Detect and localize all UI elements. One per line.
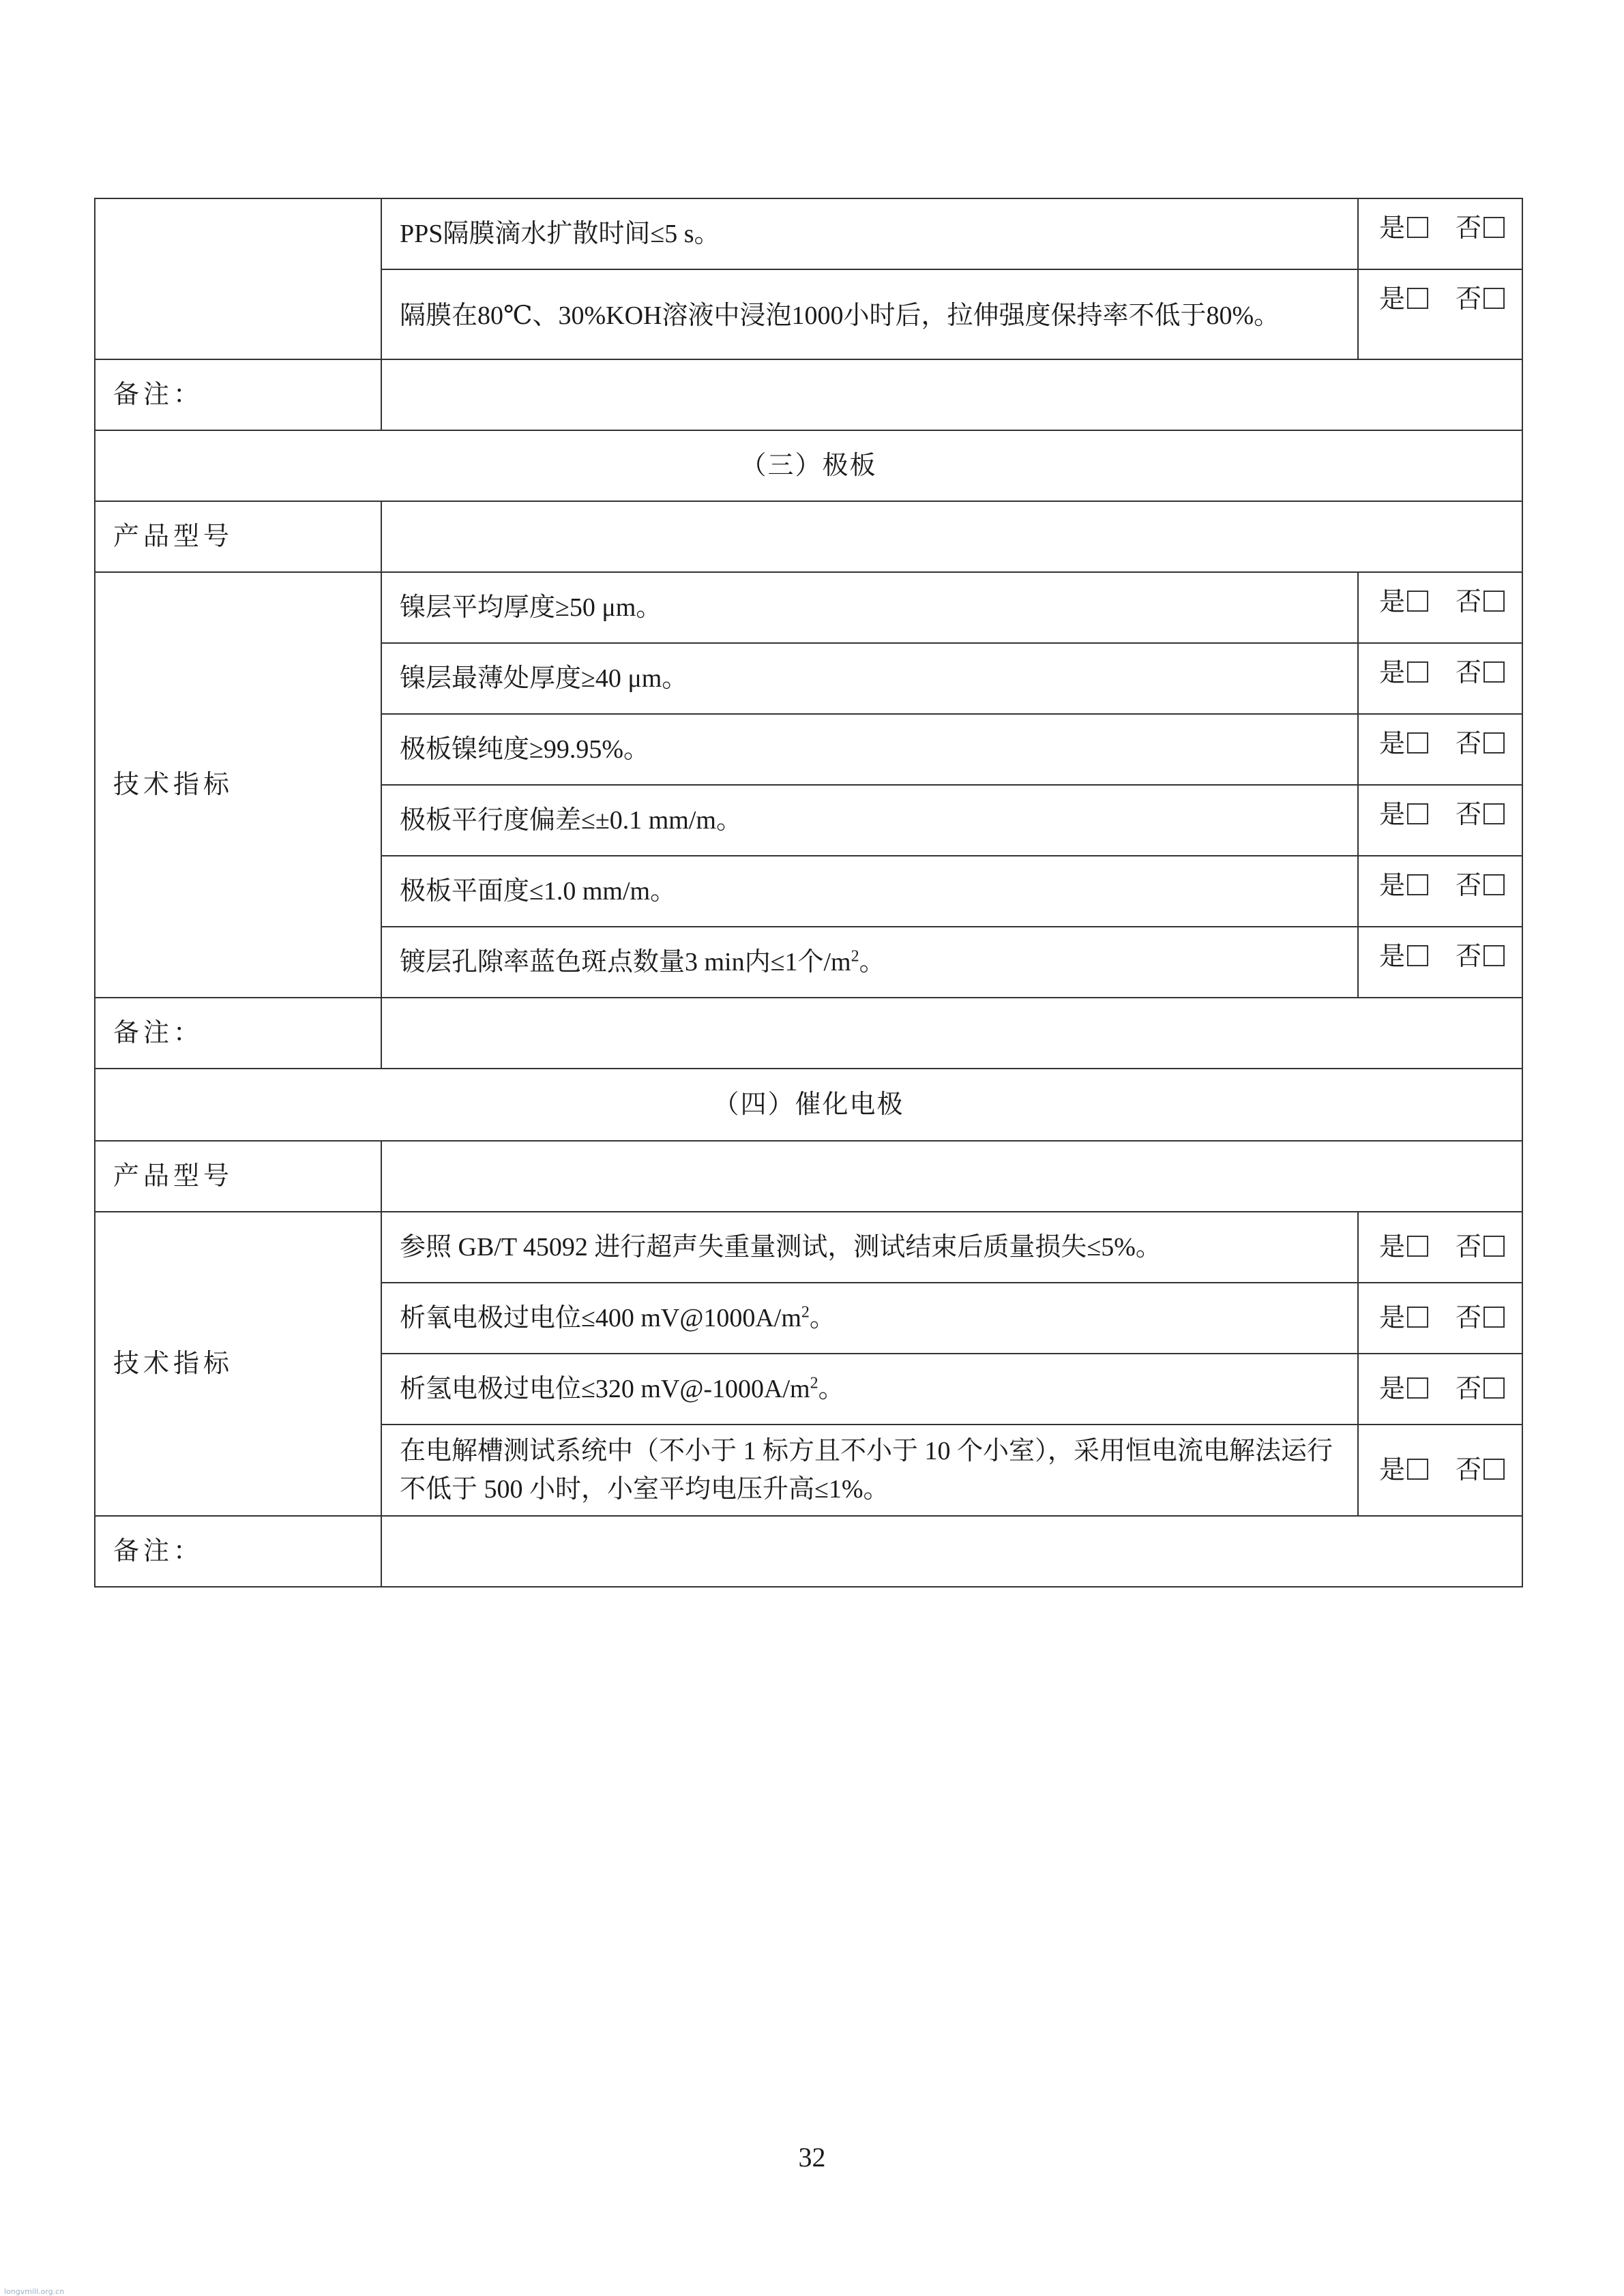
remark-label: 备注： bbox=[95, 359, 381, 430]
yes-label: 是 bbox=[1379, 1233, 1406, 1262]
yes-checkbox[interactable] bbox=[1407, 1377, 1428, 1399]
yes-no-checkboxes bbox=[1358, 1212, 1522, 1283]
section-title: （四）催化电极 bbox=[95, 1069, 1522, 1141]
yes-checkbox[interactable] bbox=[1407, 945, 1428, 966]
spec-text: PPS隔膜滴水扩散时间≤5 s。 bbox=[381, 198, 1358, 269]
footer-watermark: longvmill.org.cn bbox=[4, 2287, 65, 2296]
spec-text-main: 析氧电极过电位≤400 mV@1000A/m bbox=[400, 1304, 801, 1332]
superscript: 2 bbox=[810, 1374, 818, 1392]
yes-checkbox[interactable] bbox=[1407, 1307, 1428, 1328]
spec-text-main: 析氢电极过电位≤320 mV@-1000A/m bbox=[400, 1375, 810, 1403]
spec-text: 隔膜在80℃、30%KOH溶液中浸泡1000小时后，拉伸强度保持率不低于80%。 bbox=[381, 269, 1358, 359]
tech-spec-label: 技术指标 bbox=[95, 1212, 381, 1516]
yes-label: 是 bbox=[1379, 214, 1406, 243]
no-label: 否 bbox=[1456, 942, 1482, 971]
superscript: 2 bbox=[851, 947, 859, 966]
yes-checkbox[interactable] bbox=[1407, 803, 1428, 824]
no-checkbox[interactable] bbox=[1483, 874, 1505, 895]
yes-no-checkboxes bbox=[1358, 269, 1522, 359]
yes-no-checkboxes bbox=[1358, 1425, 1522, 1516]
product-model-label: 产品型号 bbox=[95, 1141, 381, 1212]
yes-label: 是 bbox=[1379, 659, 1406, 687]
yes-label: 是 bbox=[1379, 1375, 1406, 1403]
no-label: 否 bbox=[1456, 659, 1482, 687]
no-checkbox[interactable] bbox=[1483, 1459, 1505, 1480]
yes-no-checkboxes bbox=[1358, 198, 1522, 269]
no-checkbox[interactable] bbox=[1483, 288, 1505, 309]
no-checkbox[interactable] bbox=[1483, 945, 1505, 966]
product-model-field[interactable] bbox=[381, 501, 1522, 572]
section-title: （三）极板 bbox=[95, 430, 1522, 501]
no-checkbox[interactable] bbox=[1483, 1307, 1505, 1328]
no-checkbox[interactable] bbox=[1483, 591, 1505, 612]
yes-no-checkboxes bbox=[1358, 856, 1522, 927]
spec-text: 参照 GB/T 45092 进行超声失重量测试，测试结束后质量损失≤5%。 bbox=[381, 1212, 1358, 1283]
no-label: 否 bbox=[1456, 588, 1482, 616]
remark-field[interactable] bbox=[381, 359, 1522, 430]
yes-checkbox[interactable] bbox=[1407, 217, 1428, 238]
no-label: 否 bbox=[1456, 1456, 1482, 1485]
yes-no-checkboxes bbox=[1358, 927, 1522, 998]
no-checkbox[interactable] bbox=[1483, 803, 1505, 824]
no-checkbox[interactable] bbox=[1483, 1377, 1505, 1399]
spec-text: 镍层平均厚度≥50 μm。 bbox=[381, 572, 1358, 643]
yes-checkbox[interactable] bbox=[1407, 732, 1428, 754]
product-model-field[interactable] bbox=[381, 1141, 1522, 1212]
yes-checkbox[interactable] bbox=[1407, 288, 1428, 309]
remark-field[interactable] bbox=[381, 1516, 1522, 1587]
no-label: 否 bbox=[1456, 871, 1482, 900]
yes-label: 是 bbox=[1379, 1304, 1406, 1332]
yes-no-checkboxes bbox=[1358, 1283, 1522, 1354]
no-label: 否 bbox=[1456, 730, 1482, 758]
spec-text: 极板镍纯度≥99.95%。 bbox=[381, 714, 1358, 785]
yes-checkbox[interactable] bbox=[1407, 1236, 1428, 1257]
no-label: 否 bbox=[1456, 1304, 1482, 1332]
tech-spec-label: 技术指标 bbox=[95, 572, 381, 998]
no-label: 否 bbox=[1456, 1375, 1482, 1403]
yes-label: 是 bbox=[1379, 285, 1406, 314]
yes-no-checkboxes bbox=[1358, 714, 1522, 785]
spec-text-end: 。 bbox=[818, 1375, 844, 1403]
spec-text bbox=[381, 1283, 1358, 1354]
yes-label: 是 bbox=[1379, 588, 1406, 616]
blank-label-cell bbox=[95, 198, 381, 359]
no-label: 否 bbox=[1456, 214, 1482, 243]
spec-text-main: 镀层孔隙率蓝色斑点数量3 min内≤1个/m bbox=[400, 948, 851, 976]
no-label: 否 bbox=[1456, 1233, 1482, 1262]
no-checkbox[interactable] bbox=[1483, 661, 1505, 683]
spec-text: 极板平面度≤1.0 mm/m。 bbox=[381, 856, 1358, 927]
yes-no-checkboxes bbox=[1358, 785, 1522, 856]
spec-text bbox=[381, 1354, 1358, 1425]
spec-text-end: 。 bbox=[809, 1304, 836, 1332]
superscript: 2 bbox=[801, 1303, 810, 1322]
no-checkbox[interactable] bbox=[1483, 732, 1505, 754]
no-label: 否 bbox=[1456, 285, 1482, 314]
yes-checkbox[interactable] bbox=[1407, 661, 1428, 683]
yes-no-checkboxes bbox=[1358, 1354, 1522, 1425]
yes-checkbox[interactable] bbox=[1407, 874, 1428, 895]
no-label: 否 bbox=[1456, 801, 1482, 829]
yes-label: 是 bbox=[1379, 1456, 1406, 1485]
no-checkbox[interactable] bbox=[1483, 217, 1505, 238]
product-model-label: 产品型号 bbox=[95, 501, 381, 572]
remark-label: 备注： bbox=[95, 1516, 381, 1587]
spec-text-end: 。 bbox=[859, 948, 885, 976]
yes-label: 是 bbox=[1379, 801, 1406, 829]
no-checkbox[interactable] bbox=[1483, 1236, 1505, 1257]
yes-label: 是 bbox=[1379, 871, 1406, 900]
yes-label: 是 bbox=[1379, 730, 1406, 758]
yes-checkbox[interactable] bbox=[1407, 591, 1428, 612]
spec-text: 极板平行度偏差≤±0.1 mm/m。 bbox=[381, 785, 1358, 856]
yes-no-checkboxes bbox=[1358, 572, 1522, 643]
yes-label: 是 bbox=[1379, 942, 1406, 971]
spec-text: 在电解槽测试系统中（不小于 1 标方且不小于 10 个小室），采用恒电流电解法运行不低于 500 小时，小室平均电压升高≤1%。 bbox=[381, 1425, 1358, 1516]
remark-label: 备注： bbox=[95, 998, 381, 1069]
spec-text bbox=[381, 927, 1358, 998]
spec-table bbox=[94, 198, 1523, 1587]
yes-checkbox[interactable] bbox=[1407, 1459, 1428, 1480]
page-number: 32 bbox=[798, 2142, 826, 2173]
spec-text: 镍层最薄处厚度≥40 μm。 bbox=[381, 643, 1358, 714]
remark-field[interactable] bbox=[381, 998, 1522, 1069]
yes-no-checkboxes bbox=[1358, 643, 1522, 714]
